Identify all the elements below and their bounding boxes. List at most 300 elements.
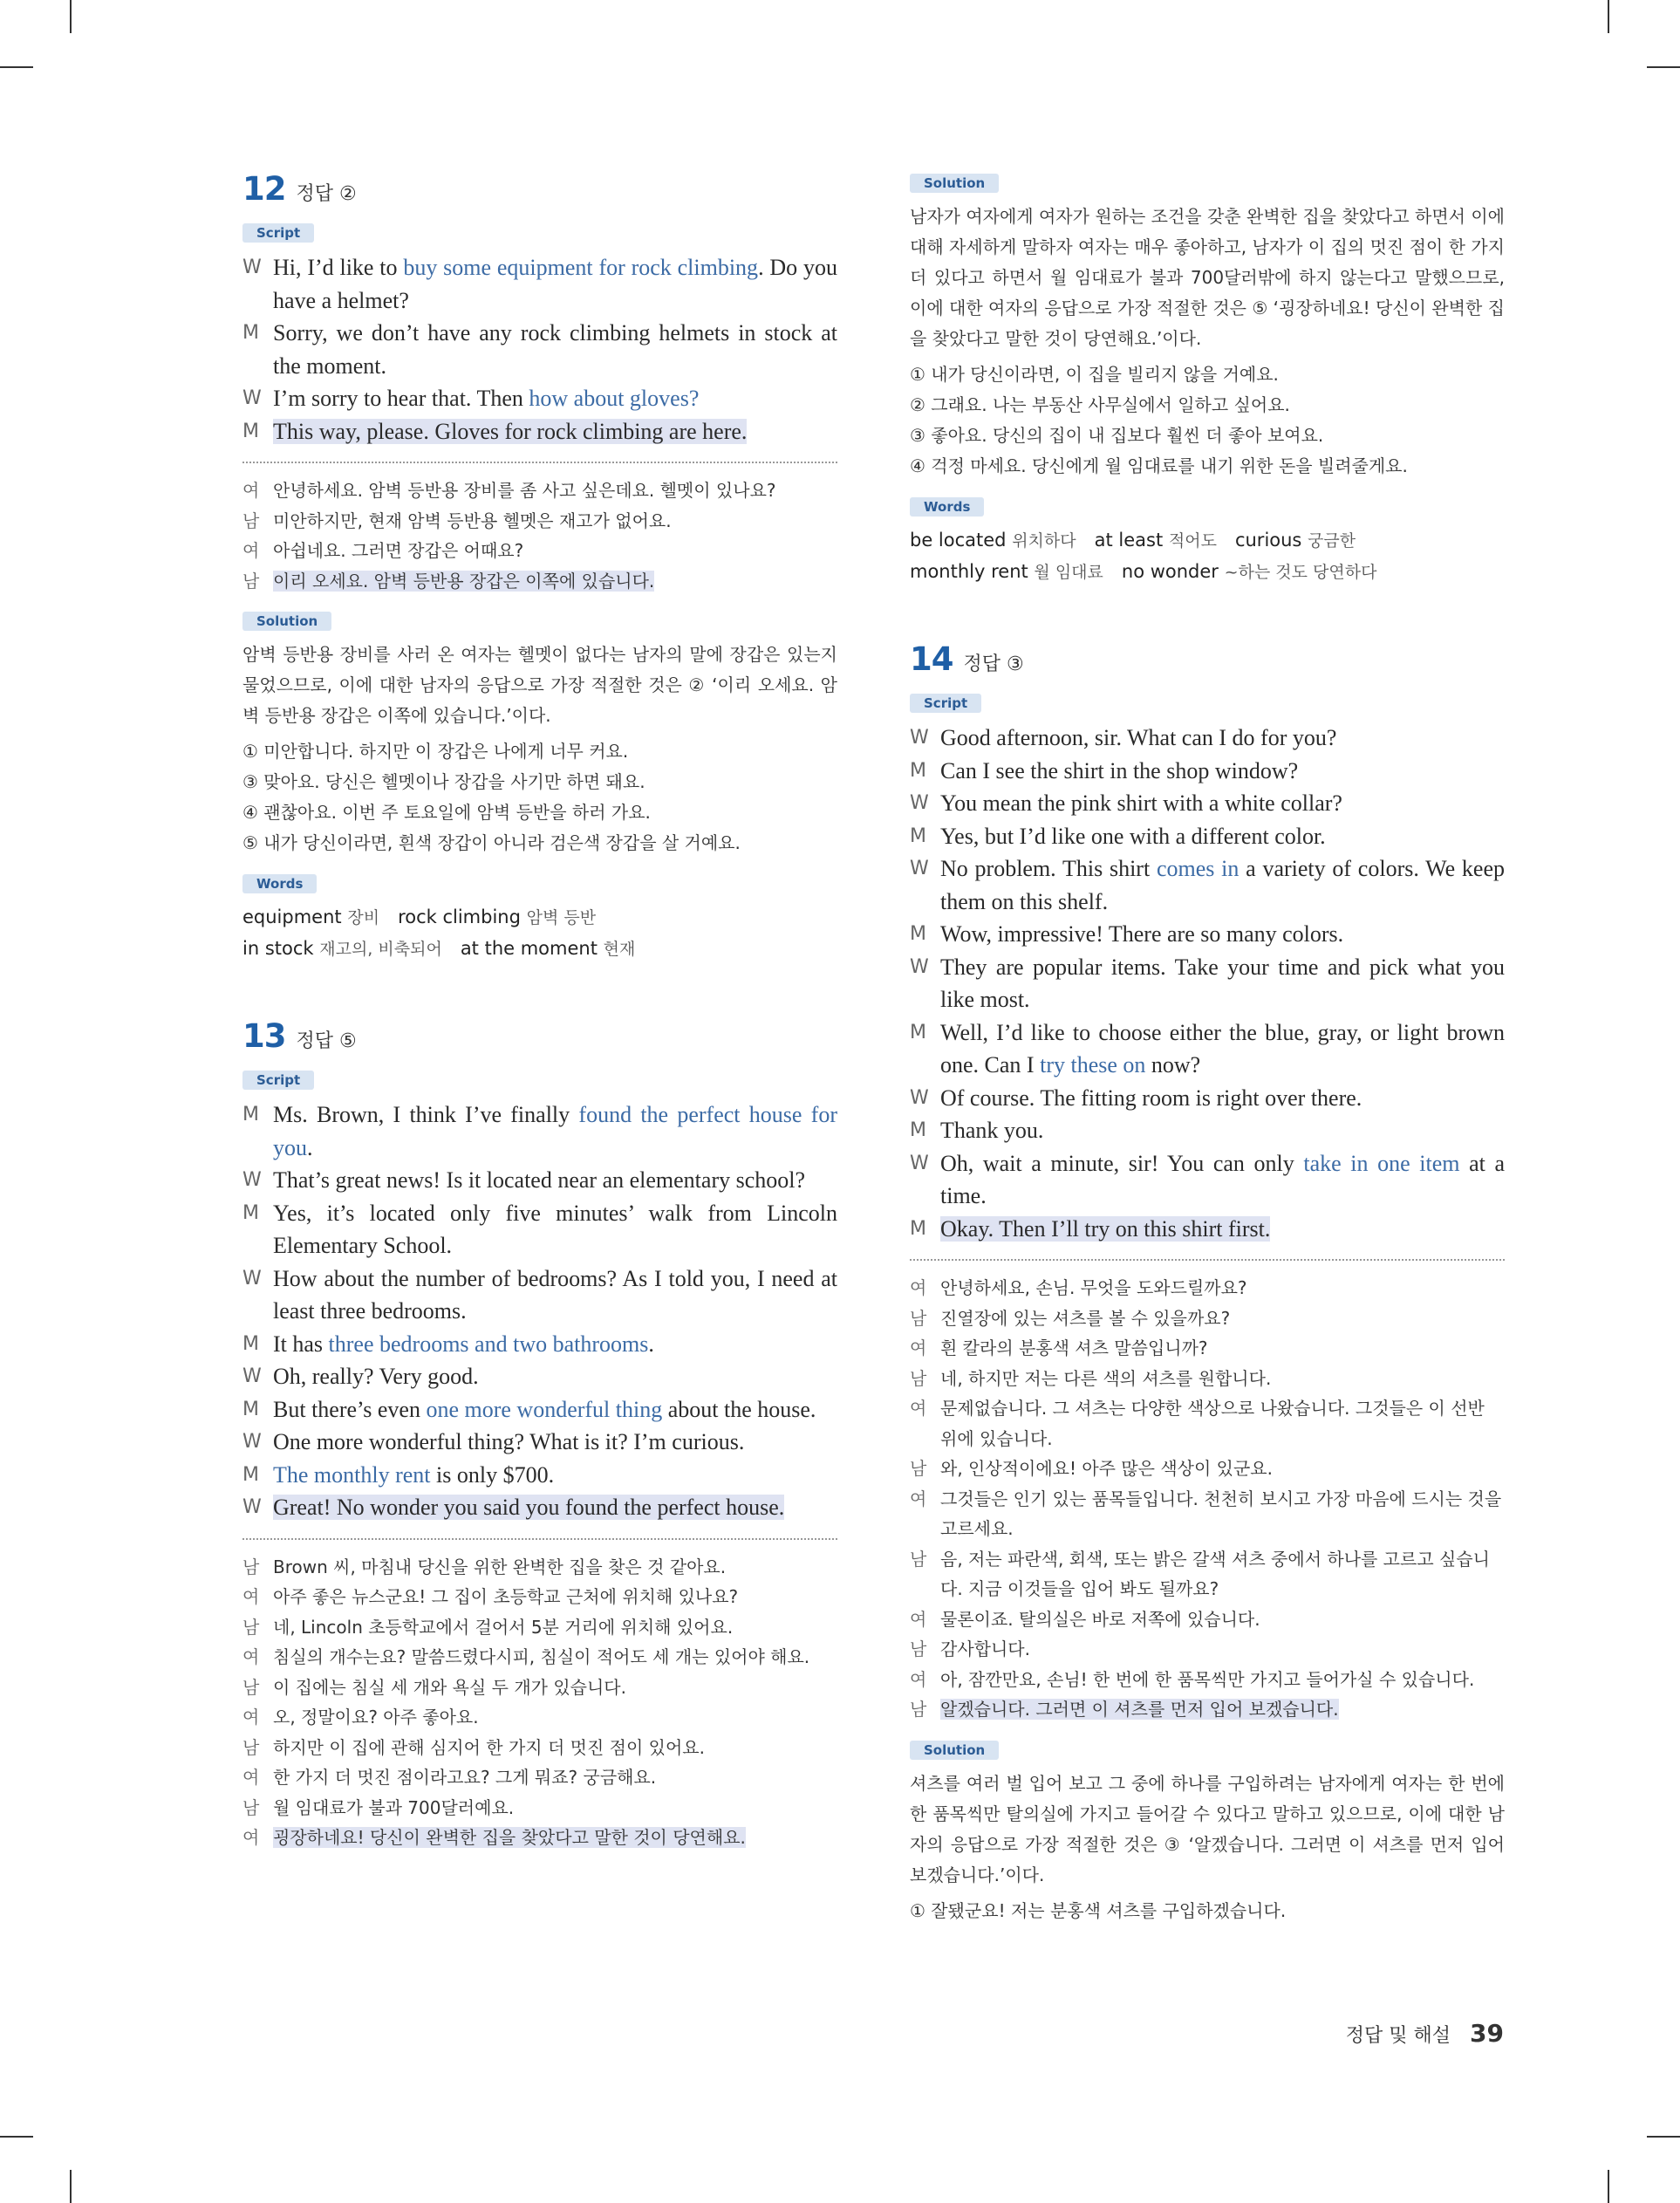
- speaker-label: 남: [910, 1548, 927, 1570]
- speaker-label: 여: [910, 1608, 927, 1630]
- korean-line: [242, 1552, 837, 1583]
- left-column: [242, 170, 837, 1853]
- script-line: [242, 1164, 837, 1197]
- text-run: Oh, wait a minute, sir! You can only: [940, 1150, 1304, 1176]
- script-line: [910, 1213, 1505, 1246]
- script-line: [242, 1098, 837, 1164]
- korean-text: [273, 1823, 837, 1853]
- word-ko: 월 임대료: [1034, 563, 1103, 582]
- speaker-label: 남: [910, 1458, 927, 1479]
- solution-tag: Solution: [910, 1741, 999, 1760]
- text-run: 침실의 개수는요? 말씀드렸다시피, 침실이 적어도 세 개는 있어야 해요.: [273, 1646, 810, 1667]
- question-number: 14: [910, 640, 953, 678]
- script-line: [910, 722, 1505, 755]
- text-run: 네, 하지만 저는 다른 색의 셔츠를 원합니다.: [940, 1367, 1272, 1389]
- korean-text: [273, 1642, 837, 1673]
- text-run: Wow, impressive! There are so many colors.: [940, 921, 1344, 947]
- korean-text: [273, 506, 837, 537]
- speaker-label: 여: [242, 1646, 260, 1667]
- footer-title: 정답 및 해설: [1345, 2025, 1451, 2047]
- speaker-label: M: [910, 923, 926, 945]
- korean-line: [910, 1393, 1505, 1454]
- text-run: It has: [273, 1331, 329, 1357]
- text-run: 물론이죠. 탈의실은 바로 저쪽에 있습니다.: [940, 1608, 1260, 1630]
- word-en: at least: [1094, 530, 1164, 551]
- korean-line: [910, 1634, 1505, 1665]
- text-run: 안녕하세요, 손님. 무엇을 도와드릴까요?: [940, 1277, 1247, 1298]
- script-text: [273, 1491, 837, 1524]
- korean-line: [910, 1484, 1505, 1544]
- solution-text: 남자가 여자에게 여자가 원하는 조건을 갖춘 완벽한 집을 찾았다고 하면서 이에 대해 자세하게 말하자 여자는 매우 좋아하고, 남자가 이 집의 멋진 점이 한 가지 더 있다고 하면서 월 임대료가 불과 700달러밖에 하지 않는다고 말했으므로, 이에 대한 여자의 응답으로 가장 적절한 것은 ⑤ ‘굉장하네요! 당신이 완벽한 집을 찾았다고 말한 것이 당연해요.’이다.: [910, 206, 1505, 349]
- dotted-divider: [242, 1538, 837, 1540]
- script-line: [910, 1114, 1505, 1147]
- script-text: [940, 852, 1505, 918]
- word-en: at the moment: [460, 938, 598, 959]
- script-line: [242, 1197, 837, 1262]
- text-run: 음, 저는 파란색, 회색, 또는 밝은 갈색 셔츠 중에서 하나를 고르고 싶습니다. 지금 이것들을 입어 봐도 될까요?: [940, 1548, 1490, 1599]
- text-run: is only $700.: [430, 1461, 555, 1488]
- script-tag: Script: [242, 1071, 314, 1090]
- crop-mark: [0, 2136, 33, 2138]
- crop-mark: [1608, 0, 1609, 33]
- korean-line: [910, 1604, 1505, 1635]
- text-run: Brown 씨, 마침내 당신을 위한 완벽한 집을 찾은 것 같아요.: [273, 1556, 727, 1577]
- speaker-label: W: [242, 1169, 262, 1191]
- script-line: [242, 415, 837, 448]
- solution-tag: Solution: [242, 612, 331, 631]
- option-list: [910, 359, 1505, 482]
- script-line: [910, 755, 1505, 788]
- korean-line: [910, 1665, 1505, 1695]
- speaker-label: M: [242, 1398, 259, 1420]
- script-dialogue: [242, 1098, 837, 1524]
- highlighted-phrase: take in one item: [1303, 1150, 1460, 1176]
- speaker-label: 남: [242, 1736, 260, 1758]
- highlighted-phrase: The monthly rent: [273, 1461, 431, 1488]
- korean-text: [940, 1665, 1505, 1695]
- script-text: [940, 1213, 1505, 1246]
- script-text: [273, 382, 837, 415]
- text-run: .: [648, 1331, 654, 1357]
- word-ko: ~하는 것도 당연하다: [1224, 563, 1377, 582]
- text-run: Thank you.: [940, 1118, 1044, 1143]
- text-run: Hi, I’d like to: [273, 255, 404, 280]
- script-line: [910, 1016, 1505, 1082]
- korean-text: [273, 536, 837, 566]
- korean-text: [273, 1612, 837, 1643]
- speaker-label: 여: [242, 1586, 260, 1607]
- korean-line: [242, 536, 837, 566]
- speaker-label: W: [910, 727, 929, 749]
- word-ko: 재고의, 비축되어: [319, 940, 442, 959]
- answer-label: 정답 ③: [963, 653, 1024, 675]
- korean-text: [940, 1454, 1505, 1484]
- word-en: curious: [1234, 530, 1302, 551]
- korean-text: [273, 1673, 837, 1703]
- highlighted-phrase: how about gloves?: [529, 386, 700, 411]
- korean-line: [910, 1303, 1505, 1334]
- script-text: [940, 722, 1505, 755]
- script-text: [940, 820, 1505, 853]
- speaker-label: 남: [242, 1796, 260, 1818]
- speaker-label: 남: [242, 1676, 260, 1698]
- text-run: 와, 인상적이에요! 아주 많은 색상이 있군요.: [940, 1458, 1273, 1479]
- speaker-label: 남: [242, 1556, 260, 1577]
- korean-line: [242, 1793, 837, 1823]
- text-run: How about the number of bedrooms? As I told you, I need at least three bedrooms.: [273, 1265, 837, 1324]
- script-line: [242, 251, 837, 317]
- script-line: [910, 918, 1505, 951]
- korean-text: [273, 1702, 837, 1733]
- question-number: 13: [242, 1017, 286, 1055]
- text-run: No problem. This shirt: [940, 856, 1157, 881]
- korean-line: [910, 1364, 1505, 1394]
- korean-translation: [910, 1273, 1505, 1725]
- script-text: [273, 251, 837, 317]
- text-run: 하지만 이 집에 관해 심지어 한 가지 더 멋진 점이 있어요.: [273, 1736, 705, 1758]
- speaker-label: 여: [242, 1707, 260, 1728]
- words-list: [910, 525, 1505, 588]
- script-text: [940, 755, 1505, 788]
- script-line: [242, 382, 837, 415]
- korean-text: [940, 1364, 1505, 1394]
- script-text: [273, 1197, 837, 1262]
- words-line: [242, 934, 837, 965]
- option-item: ⑤ 내가 당신이라면, 흰색 장갑이 아니라 검은색 장갑을 살 거예요.: [242, 832, 741, 853]
- words-line: [242, 902, 837, 934]
- highlighted-phrase: one more wonderful thing: [426, 1396, 663, 1422]
- words-tag: Words: [910, 497, 984, 517]
- speaker-label: W: [910, 858, 929, 879]
- speaker-label: 여: [910, 1668, 927, 1690]
- speaker-label: W: [242, 387, 262, 409]
- script-line: [242, 1328, 837, 1361]
- text-run: at a time.: [940, 1150, 1506, 1208]
- korean-line: [910, 1544, 1505, 1604]
- korean-line: [242, 1702, 837, 1733]
- korean-line: [242, 475, 837, 506]
- text-run: 아주 좋은 뉴스군요! 그 집이 초등학교 근처에 위치해 있나요?: [273, 1586, 739, 1607]
- script-text: [940, 918, 1505, 951]
- text-run: 네, Lincoln 초등학교에서 걸어서 5분 거리에 위치해 있어요.: [273, 1616, 734, 1638]
- speaker-label: 남: [242, 570, 260, 592]
- speaker-label: 여: [242, 1827, 260, 1848]
- word-en: rock climbing: [398, 907, 521, 927]
- speaker-label: W: [910, 792, 929, 814]
- speaker-label: M: [910, 824, 926, 847]
- script-line: [910, 1147, 1505, 1213]
- speaker-label: W: [242, 1431, 262, 1453]
- script-line: [910, 852, 1505, 918]
- korean-line: [242, 1673, 837, 1703]
- korean-text: [273, 1552, 837, 1583]
- script-text: [273, 1328, 837, 1361]
- korean-line: [910, 1454, 1505, 1484]
- script-text: [273, 317, 837, 382]
- korean-text: [273, 1793, 837, 1823]
- text-run: a variety of colors. We keep them on this shelf.: [940, 856, 1505, 914]
- script-line: [242, 1360, 837, 1393]
- text-run: 아쉽네요. 그러면 장갑은 어때요?: [273, 540, 524, 561]
- highlighted-phrase: comes in: [1156, 856, 1240, 881]
- option-item: ② 그래요. 나는 부동산 사무실에서 일하고 싶어요.: [910, 394, 1290, 415]
- speaker-label: W: [242, 1267, 262, 1290]
- text-run: Good afternoon, sir. What can I do for you?: [940, 725, 1337, 750]
- korean-text: [273, 1762, 837, 1793]
- korean-translation: [242, 475, 837, 596]
- korean-text: [940, 1604, 1505, 1635]
- text-run: about the house.: [662, 1396, 816, 1422]
- korean-line: [242, 506, 837, 537]
- answer-line: This way, please. Gloves for rock climbing are here.: [273, 418, 748, 444]
- crop-mark: [1647, 2136, 1680, 2138]
- script-line: [242, 317, 837, 382]
- right-column: [910, 170, 1505, 1926]
- question-header: [242, 170, 837, 208]
- script-text: [940, 787, 1505, 820]
- word-ko: 장비: [347, 908, 380, 927]
- text-run: Can I see the shirt in the shop window?: [940, 757, 1299, 783]
- option-item: ③ 좋아요. 당신의 집이 내 집보다 훨씬 더 좋아 보여요.: [910, 425, 1324, 446]
- word-ko: 궁금한: [1308, 531, 1356, 551]
- script-text: [940, 1147, 1505, 1213]
- speaker-label: W: [910, 955, 929, 978]
- text-run: 오, 정말이요? 아주 좋아요.: [273, 1707, 479, 1728]
- question-header: [242, 1017, 837, 1055]
- speaker-label: 남: [242, 510, 260, 531]
- script-text: [273, 1426, 837, 1459]
- speaker-label: 남: [910, 1699, 927, 1720]
- speaker-label: W: [910, 1086, 929, 1109]
- question-14: [910, 640, 1505, 1926]
- word-en: no wonder: [1121, 561, 1219, 582]
- answer-line: Okay. Then I’ll try on this shirt first.: [940, 1215, 1271, 1242]
- speaker-label: M: [242, 1201, 259, 1224]
- speaker-label: W: [242, 257, 262, 278]
- text-run: Well, I’d like to choose either the blue, gray, or light brown one. Can I: [940, 1019, 1505, 1078]
- text-run: Yes, it’s located only five minutes’ walk from Lincoln Elementary School.: [273, 1200, 837, 1258]
- script-text: [273, 1360, 837, 1393]
- answer-label: 정답 ②: [296, 183, 357, 205]
- highlighted-phrase: three bedrooms and two bathrooms: [328, 1331, 649, 1357]
- korean-text: [940, 1544, 1505, 1604]
- korean-text: [940, 1273, 1505, 1303]
- script-line: [910, 820, 1505, 853]
- korean-text: [273, 566, 837, 597]
- option-item: ① 잘됐군요! 저는 분홍색 셔츠를 구입하겠습니다.: [910, 1899, 1287, 1921]
- korean-line: [910, 1694, 1505, 1725]
- korean-line: [910, 1333, 1505, 1364]
- speaker-label: M: [242, 322, 259, 344]
- text-run: 아, 잠깐만요, 손님! 한 번에 한 품목씩만 가지고 들어가실 수 있습니다.: [940, 1668, 1475, 1690]
- korean-text: [940, 1393, 1505, 1454]
- option-item: ④ 괜찮아요. 이번 주 토요일에 암벽 등반을 하러 가요.: [242, 802, 651, 823]
- text-run: I’m sorry to hear that. Then: [273, 386, 529, 411]
- korean-text: [940, 1634, 1505, 1665]
- option-item: ① 내가 당신이라면, 이 집을 빌리지 않을 거예요.: [910, 364, 1279, 385]
- question-13: [242, 1017, 837, 1853]
- text-run: 감사합니다.: [940, 1639, 1030, 1659]
- answer-line: 이리 오세요. 암벽 등반용 장갑은 이쪽에 있습니다.: [273, 570, 655, 592]
- words-line: [910, 557, 1505, 588]
- korean-line: [242, 1762, 837, 1793]
- word-ko: 위치하다: [1012, 531, 1076, 551]
- korean-text: [273, 475, 837, 506]
- word-ko: 암벽 등반: [526, 908, 597, 927]
- text-run: Sorry, we don’t have any rock climbing helmets in stock at the moment.: [273, 320, 837, 379]
- words-list: [242, 902, 837, 965]
- script-dialogue: [910, 722, 1505, 1245]
- script-line: [242, 1459, 837, 1492]
- script-text: [273, 415, 837, 448]
- text-run: You mean the pink shirt with a white collar?: [940, 790, 1342, 816]
- speaker-label: 남: [910, 1307, 927, 1329]
- speaker-label: 여: [910, 1338, 927, 1358]
- question-number: 12: [242, 170, 286, 208]
- script-text: [940, 1016, 1505, 1082]
- solution-text: 암벽 등반용 장비를 사러 온 여자는 헬멧이 없다는 남자의 말에 장갑은 있는지 물었으므로, 이에 대한 남자의 응답으로 가장 적절한 것은 ② ‘이리 오세요. 암벽 등반용 장갑은 이쪽에 있습니다.’이다.: [242, 644, 837, 726]
- korean-line: [242, 1612, 837, 1643]
- speaker-label: M: [242, 420, 259, 442]
- speaker-label: M: [910, 1119, 926, 1141]
- question-13-continued: [910, 170, 1505, 588]
- text-run: Yes, but I’d like one with a different color.: [940, 823, 1326, 849]
- word-ko: 현재: [603, 940, 636, 959]
- dotted-divider: [910, 1259, 1505, 1261]
- word-ko: 적어도: [1168, 531, 1217, 551]
- dotted-divider: [242, 462, 837, 463]
- speaker-label: W: [910, 1152, 929, 1174]
- speaker-label: W: [242, 1496, 262, 1518]
- script-line: [242, 1393, 837, 1426]
- text-run: One more wonderful thing? What is it? I’m curious.: [273, 1429, 745, 1454]
- text-run: 월 임대료가 불과 700달러예요.: [273, 1796, 515, 1818]
- word-en: be located: [910, 530, 1007, 551]
- script-text: [273, 1393, 837, 1426]
- crop-mark: [70, 2170, 72, 2203]
- page-footer: [1346, 2019, 1504, 2048]
- text-run: 이 집에는 침실 세 개와 욕실 두 개가 있습니다.: [273, 1676, 626, 1698]
- script-dialogue: [242, 251, 837, 448]
- text-run: . Do you have a helmet?: [273, 255, 837, 313]
- question-12: [242, 170, 837, 965]
- text-run: .: [307, 1134, 313, 1160]
- option-item: ③ 맞아요. 당신은 헬멧이나 장갑을 사기만 하면 돼요.: [242, 771, 645, 792]
- speaker-label: 남: [910, 1639, 927, 1659]
- korean-line: [242, 1582, 837, 1612]
- korean-text: [273, 1733, 837, 1763]
- solution-tag: Solution: [910, 174, 999, 193]
- speaker-label: 여: [910, 1488, 927, 1509]
- words-line: [910, 525, 1505, 557]
- script-text: [273, 1459, 837, 1492]
- korean-line: [242, 1642, 837, 1673]
- speaker-label: 여: [242, 480, 260, 501]
- word-en: in stock: [242, 938, 314, 959]
- korean-text: [940, 1303, 1505, 1334]
- korean-line: [242, 1823, 837, 1853]
- korean-text: [273, 1582, 837, 1612]
- text-run: 그것들은 인기 있는 품목들입니다. 천천히 보시고 가장 마음에 드시는 것을 고르세요.: [940, 1488, 1502, 1539]
- highlighted-phrase: try these on: [1040, 1052, 1146, 1078]
- script-tag: Script: [242, 223, 314, 243]
- text-run: 한 가지 더 멋진 점이라고요? 그게 뭐죠? 궁금해요.: [273, 1767, 657, 1788]
- answer-label: 정답 ⑤: [296, 1030, 357, 1052]
- speaker-label: M: [242, 1104, 259, 1125]
- text-run: 안녕하세요. 암벽 등반용 장비를 좀 사고 싶은데요. 헬멧이 있나요?: [273, 480, 776, 501]
- script-text: [273, 1164, 837, 1197]
- option-list: [910, 1896, 1505, 1926]
- script-tag: Script: [910, 694, 981, 713]
- text-run: But there’s even: [273, 1396, 427, 1422]
- speaker-label: M: [910, 1217, 926, 1240]
- korean-text: [940, 1694, 1505, 1725]
- answer-line: 알겠습니다. 그러면 이 셔츠를 먼저 입어 보겠습니다.: [940, 1699, 1339, 1720]
- question-header: [910, 640, 1505, 678]
- crop-mark: [70, 0, 72, 33]
- korean-translation: [242, 1552, 837, 1853]
- korean-text: [940, 1484, 1505, 1544]
- speaker-label: 여: [242, 540, 260, 561]
- speaker-label: M: [910, 759, 926, 782]
- highlighted-phrase: found the perfect house for you: [273, 1102, 838, 1160]
- text-run: That’s great news! Is it located near an elementary school?: [273, 1167, 806, 1193]
- text-run: 미안하지만, 현재 암벽 등반용 헬멧은 재고가 없어요.: [273, 510, 672, 531]
- speaker-label: 남: [910, 1367, 927, 1389]
- speaker-label: 여: [242, 1767, 260, 1788]
- speaker-label: 여: [910, 1398, 927, 1419]
- crop-mark: [1647, 66, 1680, 68]
- script-text: [940, 951, 1505, 1016]
- page-number: 39: [1470, 2019, 1504, 2048]
- text-run: now?: [1145, 1052, 1201, 1078]
- korean-text: [940, 1333, 1505, 1364]
- speaker-label: M: [242, 1463, 259, 1486]
- text-run: They are popular items. Take your time and pick what you like most.: [940, 954, 1505, 1012]
- highlighted-phrase: buy some equipment for rock climbing: [403, 255, 759, 280]
- script-line: [910, 951, 1505, 1016]
- crop-mark: [0, 66, 33, 68]
- text-run: Oh, really? Very good.: [273, 1364, 479, 1389]
- speaker-label: 여: [910, 1277, 927, 1298]
- script-line: [242, 1262, 837, 1328]
- speaker-label: W: [242, 1365, 262, 1387]
- option-item: ① 미안합니다. 하지만 이 장갑은 나에게 너무 커요.: [242, 741, 629, 762]
- text-run: Of course. The fitting room is right over there.: [940, 1084, 1362, 1111]
- korean-line: [242, 1733, 837, 1763]
- script-text: [273, 1098, 837, 1164]
- korean-line: [242, 566, 837, 597]
- speaker-label: 남: [242, 1616, 260, 1638]
- korean-line: [910, 1273, 1505, 1303]
- answer-line: 굉장하네요! 당신이 완벽한 집을 찾았다고 말한 것이 당연해요.: [273, 1827, 746, 1848]
- script-text: [940, 1114, 1505, 1147]
- speaker-label: M: [242, 1332, 259, 1355]
- solution-text: 셔츠를 여러 벌 입어 보고 그 중에 하나를 구입하려는 남자에게 여자는 한 번에 한 품목씩만 탈의실에 가지고 들어갈 수 있다고 말하고 있으므로, 이에 대한 남자의 응답으로 가장 적절한 것은 ③ ‘알겠습니다. 그러면 이 셔츠를 먼저 입어 보겠습니다.’이다.: [910, 1772, 1505, 1885]
- speaker-label: M: [910, 1021, 926, 1043]
- crop-mark: [1608, 2170, 1609, 2203]
- script-text: [940, 1082, 1505, 1115]
- script-line: [910, 1082, 1505, 1115]
- script-line: [910, 787, 1505, 820]
- words-tag: Words: [242, 874, 317, 893]
- script-text: [273, 1262, 837, 1328]
- option-item: ④ 걱정 마세요. 당신에게 월 임대료를 내기 위한 돈을 빌려줄게요.: [910, 455, 1408, 476]
- text-run: 흰 칼라의 분홍색 셔츠 말씀입니까?: [940, 1338, 1208, 1358]
- text-run: 진열장에 있는 셔츠를 볼 수 있을까요?: [940, 1307, 1231, 1329]
- script-line: [242, 1491, 837, 1524]
- text-run: 문제없습니다. 그 셔츠는 다양한 색상으로 나왔습니다. 그것들은 이 선반 위에 있습니다.: [940, 1398, 1485, 1449]
